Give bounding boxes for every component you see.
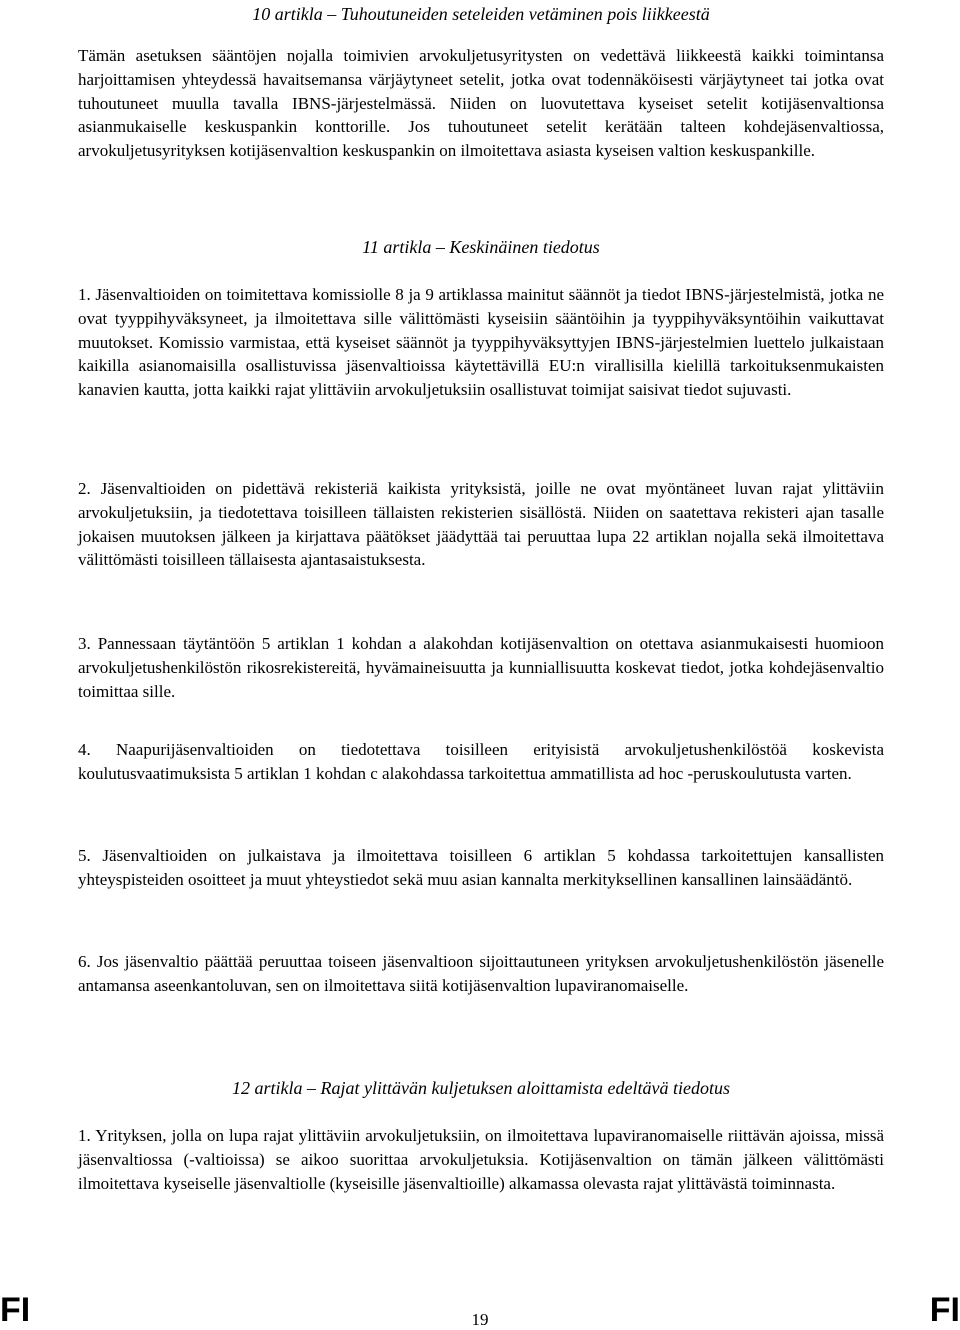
article-10-heading: 10 artikla – Tuhoutuneiden seteleiden vetäminen pois liikkeestä — [252, 4, 710, 24]
footer-language-left: FI — [0, 1291, 31, 1329]
article-11-paragraph-4: 4. Naapurijäsenvaltioiden on tiedotettava toisilleen erityisistä arvokuljetushenkilöstöä koskevista koulutusvaatimuksista 5 artiklan 1 kohdan c alakohdassa tarkoitettua ammatillista ad hoc -peruskoulutusta varten. — [78, 740, 884, 783]
article-11-paragraph-3: 3. Pannessaan täytäntöön 5 artiklan 1 kohdan a alakohdan kotijäsenvaltion on otettava asianmukaisesti huomioon arvokuljetushenkilöstön rikosrekistereitä, hyvämaineisuutta ja kunniallisuutta koskevat tiedot, jotka kohdejäsenvaltio toimittaa sille. — [78, 634, 884, 701]
page-number: 19 — [471, 1310, 489, 1329]
article-10-paragraph: Tämän asetuksen sääntöjen nojalla toimivien arvokuljetusyritysten on vedettävä liikkeestä kaikki toimintansa harjoittamisen yhteydessä havaitsemansa värjäytyneet setelit, jotka ovat todennäköisesti värjäytyneet tai jotka ovat tuhoutuneet muulla tavalla IBNS-järjestelmässä. Niiden on luovutettava kyseiset setelit kotijäsenvaltionsa asianmukaiselle keskuspankin konttorille. Jos tuhoutuneet setelit kerätään talteen kohdejäsenvaltiossa, arvokuljetusyrityksen kotijäsenvaltion keskuspankin on ilmoitettava asiasta kyseisen valtion keskuspankille. — [78, 46, 884, 161]
article-12-heading: 12 artikla – Rajat ylittävän kuljetuksen aloittamista edeltävä tiedotus — [232, 1078, 730, 1098]
footer-language-right: FI — [929, 1291, 960, 1329]
article-11-heading: 11 artikla – Keskinäinen tiedotus — [362, 237, 600, 257]
article-11-paragraph-6: 6. Jos jäsenvaltio päättää peruuttaa toiseen jäsenvaltioon sijoittautuneen yrityksen arvokuljetushenkilöstön jäsenelle antamansa aseenkantoluvan, sen on ilmoitettava siitä kotijäsenvaltion lupaviranomaiselle. — [78, 952, 884, 995]
article-11-paragraph-2: 2. Jäsenvaltioiden on pidettävä rekisteriä kaikista yrityksistä, joille ne ovat myöntäneet luvan rajat ylittäviin arvokuljetuksiin, ja tiedotettava toisilleen tällaisten rekisterien sisällöstä. Niiden on saatettava rekisteri ajan tasalle jokaisen muutoksen jälkeen ja kirjattava päätökset jäädyttää tai peruuttaa lupa 22 artiklan nojalla sekä ilmoitettava välittömästi toisilleen tällaisesta ajantasaistuksesta. — [78, 479, 884, 570]
article-12-paragraph-1: 1. Yrityksen, jolla on lupa rajat ylittäviin arvokuljetuksiin, on ilmoitettava lupaviranomaiselle riittävän ajoissa, missä jäsenvaltiossa (-valtioissa) se aikoo suorittaa arvokuljetuksia. Kotijäsenvaltion on tämän jälkeen välittömästi ilmoitettava kyseiselle jäsenvaltiolle (kyseisille jäsenvaltioille) alkamassa olevasta rajat ylittävästä toiminnasta. — [78, 1126, 884, 1193]
article-11-paragraph-1: 1. Jäsenvaltioiden on toimitettava komissiolle 8 ja 9 artiklassa mainitut säännöt ja tiedot IBNS-järjestelmistä, jotka ne ovat tyyppihyväksyneet, ja ilmoitettava sille välittömästi kyseisiin sääntöihin ja tyyppihyväksyntöihin vaikuttavat muutokset. Komissio varmistaa, että kyseiset säännöt ja tyyppihyväksyttyjen IBNS-järjestelmien luettelo julkaistaan kaikilla asianomaisilla osallistuvissa jäsenvaltioissa käytettävillä EU:n virallisilla kielillä tarkoituksenmukaisten kanavien kautta, jotta kaikki rajat ylittäviin arvokuljetuksiin osallistuvat toimijat saisivat tiedot sujuvasti. — [78, 285, 884, 400]
article-11-paragraph-5: 5. Jäsenvaltioiden on julkaistava ja ilmoitettava toisilleen 6 artiklan 5 kohdassa tarkoitettujen kansallisten yhteyspisteiden osoitteet ja muut yhteystiedot sekä muu asian kannalta merkityksellinen kansallinen lainsäädäntö. — [78, 846, 884, 889]
